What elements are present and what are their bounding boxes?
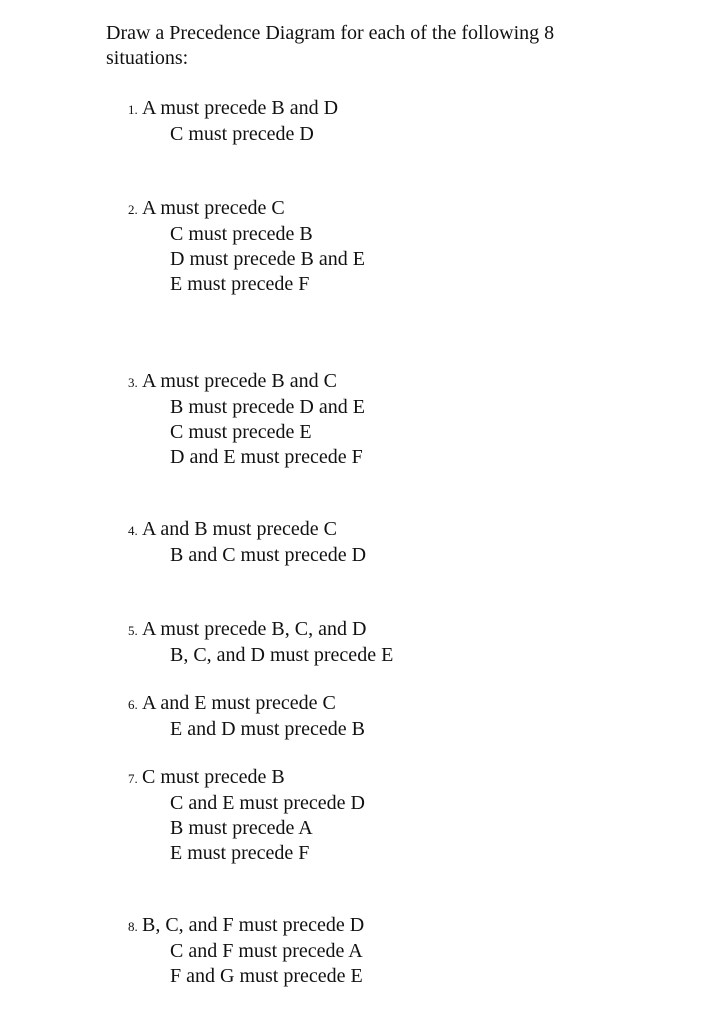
situation-first-line <box>128 617 393 643</box>
rule: A must precede C <box>142 197 285 219</box>
situation-5 <box>128 617 393 668</box>
instructions-heading: Draw a Precedence Diagram for each of the following 8 situations: <box>106 22 555 69</box>
rule: C and E must precede D <box>170 792 365 814</box>
rule: B, C, and D must precede E <box>170 644 394 666</box>
situation-4 <box>128 517 366 568</box>
rule: B, C, and F must precede D <box>142 914 365 936</box>
situation-8 <box>128 913 364 989</box>
rule: A must precede B and C <box>142 370 337 392</box>
situation-1 <box>128 96 338 147</box>
rule: C and F must precede A <box>170 940 363 962</box>
rule: C must precede B <box>170 223 313 245</box>
rule: A and B must precede C <box>142 518 337 540</box>
situation-2 <box>128 196 365 297</box>
rule: C must precede B <box>142 766 285 788</box>
situation-first-line <box>128 517 366 543</box>
situation-number: 3. <box>128 375 138 390</box>
situation-number: 7. <box>128 771 138 786</box>
situation-first-line <box>128 96 338 122</box>
rule: C must precede E <box>170 421 312 443</box>
rule: E must precede F <box>170 273 310 295</box>
rule: B must precede D and E <box>170 396 365 418</box>
situation-first-line <box>128 369 365 395</box>
rule: F and G must precede E <box>170 965 363 987</box>
situation-number: 1. <box>128 102 138 117</box>
rule: B must precede A <box>170 817 313 839</box>
situation-number: 6. <box>128 697 138 712</box>
rule: E must precede F <box>170 842 310 864</box>
rule: E and D must precede B <box>170 718 365 740</box>
rule: D must precede B and E <box>170 248 365 270</box>
situation-number: 5. <box>128 623 138 638</box>
rule: B and C must precede D <box>170 544 367 566</box>
situation-number: 8. <box>128 919 138 934</box>
rule: A must precede B and D <box>142 97 339 119</box>
rule: C must precede D <box>170 123 314 145</box>
rule: D and E must precede F <box>170 446 363 468</box>
situation-7 <box>128 765 365 866</box>
situation-first-line <box>128 765 365 791</box>
rule: A must precede B, C, and D <box>142 618 367 640</box>
rule: A and E must precede C <box>142 692 336 714</box>
situation-3 <box>128 369 365 470</box>
situation-first-line <box>128 196 365 222</box>
situation-first-line <box>128 913 364 939</box>
situation-first-line <box>128 691 365 717</box>
situation-number: 2. <box>128 202 138 217</box>
situation-6 <box>128 691 365 742</box>
situation-number: 4. <box>128 523 138 538</box>
